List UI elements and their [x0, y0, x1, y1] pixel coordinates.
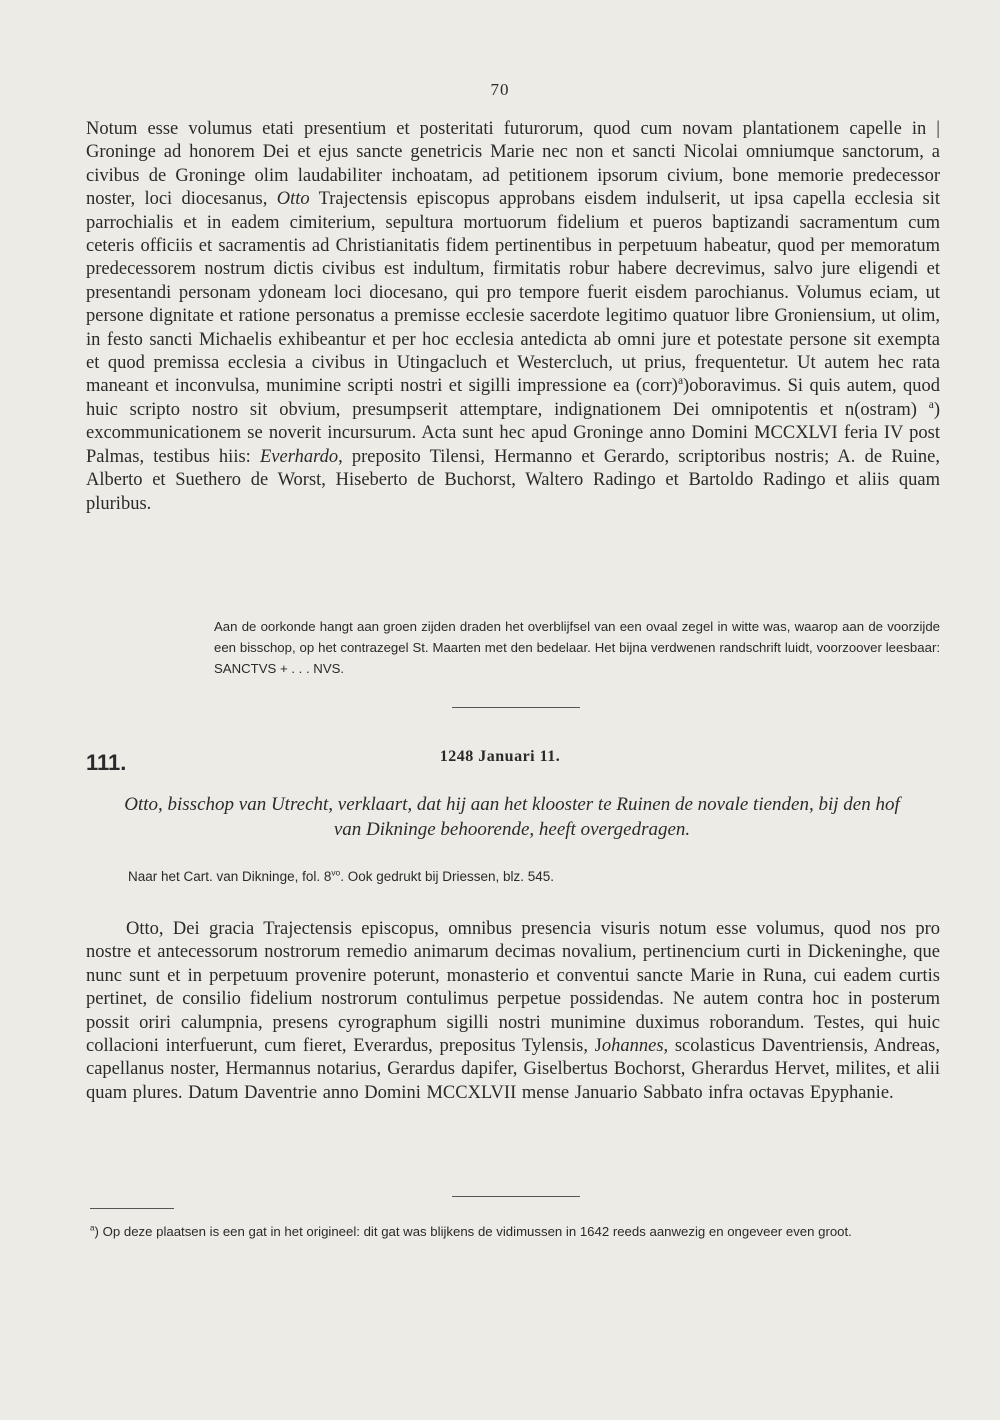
section-divider [452, 707, 580, 708]
source-reference [128, 869, 554, 884]
footnote-rule [90, 1208, 174, 1209]
charter-number: 111. [86, 750, 127, 775]
text-segment: ) excommunicationem se noverit incursurum. Acta sunt hec apud Groninge anno Domini MCCXLVI feria IV post Palmas, testibus hiis: [86, 399, 940, 467]
section-divider [452, 1196, 580, 1197]
text-segment: Otto, Dei gracia Trajectensis episcopus, omnibus presencia visuris notum esse volumus, quod nos pro nostre et antecessorum nostrorum remedio animarum decimas novalium, pertinencium curti in Dickeninghe, que nunc sunt et in perpetuum provenire poterunt, monasterio et conventui sancte Marie in Runa, cui eadem curtis pertinet, de consilio fidelium nostrorum contulimus perpetue possidendas. Ne autem contra hoc in posterum possit oriri calumpnia, presens cyrographum sigilli nostri munimine duximus roborandum. Testes, qui huic collacioni interfuerunt, cum fieret, Everardus, prepositus Tylensis, J [86, 919, 940, 1057]
text-segment: Trajectensis episcopus approbans eisdem indulserit, ut ipsa capella ecclesia sit parrochialis et in eadem cimiterium, sepultura mortuorum fidelium et pueros baptizandi sacramentum cum ceteris officiis et sacramentis ad Christianitatis fidem pertinentibus in perpetuum habeatur, quod per memoratum predecessorem nostrum dictis civibus est indultum, firmitatis robur habere decrevimus, salvo jure eligendi et presentandi personam ydoneam loci diocesano, qui pro tempore fuerit eisdem parochianus. Volumus eciam, ut persone dignitate et ratione personatus a premisse ecclesie sacerdote legitimo quatuor libre Groniensium, ut olim, in festo sancti Michaelis exhibeantur et per hoc ecclesia antedicta ab omni jure et potestate persone sit exempta et quod premissa ecclesia a civibus in Utingacluch et Westercluch, ut prius, frequentetur. Ut autem hec rata maneant et inconvulsa, munimine scripti nostri et sigilli impressione ea (corr) [86, 189, 940, 397]
source-superscript: vo [331, 867, 341, 878]
seal-note: Aan de oorkonde hangt aan groen zijden draden het overblijfsel van een ovaal zegel in witte was, waarop aan de voorzijde een bisschop, op het contrazegel St. Maarten met den bedelaar. Het bijna verdwenen randschrift luidt, voorzoover leesbaar: SANCTVS + . . . NVS. [214, 619, 940, 676]
footnote-mark: a [90, 1223, 95, 1233]
name-johannes: ohannes [601, 1036, 664, 1057]
charter-date: 1248 Januari 11. [439, 748, 561, 765]
name-everhardo: Everhardo [259, 446, 339, 467]
text-segment: , scolasticus Daventriensis, Andreas, capellanus noster, Hermannus notarius, Gerardus dapifer, Giselbertus Bochorst, Gherardus Hervet, milites, et alii quam plures. Datum Daventrie anno Domini MCCXLVII mense Januario Sabbato infra octavas Epyphanie. [86, 1036, 941, 1103]
footnote-ref: a [928, 398, 934, 411]
footnote-text: ) Op deze plaatsen is een gat in het origineel: dit gat was blijkens de vidimussen in 1642 reeds aanwezig en ongeveer even groot. [94, 1224, 852, 1239]
text-segment: )oboravimus. Si quis autem, quod huic scripto nostro sit obvium, presumpserit attemptare, indignationem Dei omnipotentis et n(ostram) [86, 376, 941, 420]
charter-summary: Otto, bisschop van Utrecht, verklaart, dat hij aan het klooster te Ruinen de novale tienden, bij den hof van Dikninge behoorende, heeft overgedragen. [124, 794, 900, 840]
charter-111-text [86, 918, 940, 1105]
source-text: . Ook gedrukt bij Driessen, blz. 545. [340, 869, 555, 884]
footnote [90, 1222, 945, 1242]
charter-110-text [86, 118, 940, 516]
text-segment: Notum esse volumus etati presentium et posteritati futurorum, quod cum novam plantationem capelle in | Groninge ad honorem Dei et ejus sancte genetricis Marie nec non et sancti Nicolai omniumque sanctorum, a civibus de Groninge olim laudabiliter inchoatam, ad petitionem ipsorum civium, bone memorie predecessor noster, loci diocesanus, [86, 119, 940, 210]
page-number: 70 [490, 80, 510, 99]
footnote-ref: a [677, 375, 684, 388]
text-segment: , preposito Tilensi, Hermanno et Gerardo, scriptoribus nostris; A. de Ruine, Alberto et Suethero de Worst, Hiseberto de Buchorst, Waltero Radingo et Bartoldo Radingo et aliis quam pluribus. [86, 446, 941, 514]
name-otto: Otto [276, 189, 310, 210]
source-text: Naar het Cart. van Dikninge, fol. 8 [128, 869, 332, 884]
